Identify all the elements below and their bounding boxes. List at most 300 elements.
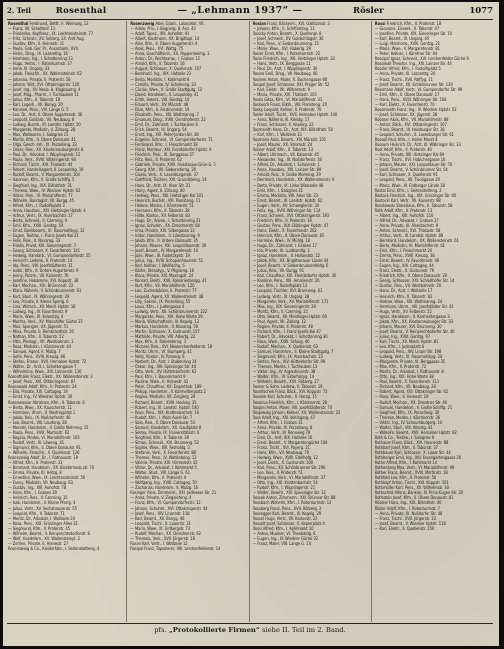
entry-text: — Anna, Private, IX. Nußdorfer Str. 48 <box>374 510 443 516</box>
entry-text: — Margarete, Private, IX. Berggasse 35 <box>374 359 446 365</box>
entry-text: — Berta, Private, VI. Linke Wienzeile 48 <box>252 182 324 188</box>
entry-text: Rossmanith Franz, Ing., IV. Wiedner Hptstr. 52 <box>374 106 457 112</box>
entry-text: — Irene, III. Ungarg. 33 <box>8 66 50 72</box>
entry-text: — Franz, Schneid., XVI. Ottakringerstr. 193 <box>252 212 330 218</box>
entry-text: — Lea, Private, II. Kleine Sperlg. 6 <box>8 298 69 304</box>
entry-text: — Richard, Kfm., I. Franz-Josefs-Kai 47 <box>252 328 321 334</box>
entry-text: — Robert, Agent, XVI. Ottakringer Str. 62 <box>374 389 449 395</box>
entry-text: — Hans, Elektr., X. Favoritenstr. 202 <box>252 227 317 233</box>
entry-text: — Rudolf, Kfm., I. Marc-Aurel-Str. 7 <box>130 414 193 420</box>
entry-text: — Paula, Geb. Ger. Pr., Ausschank, XVII. <box>8 46 79 52</box>
entry-text: — Gustav, Pens., XIX. Döblinger Hptstr. 47 <box>252 222 329 228</box>
entry-text: — Therese, Modes, I. Kärntnerstr. 36 <box>374 414 441 420</box>
entry-text: — Wilhelm, Beamt., V. Reinprechtsdorferstr. 8 <box>8 530 90 536</box>
entry-text: — Maria, Private, XVI. Thaliastr. 103 <box>252 91 317 97</box>
entry-text: Rösler Adolf, Kfm., I. Rotenturmstr. 7 <box>374 505 440 511</box>
entry-text: — Ludwig, Vertr., III. Ungarg. 28 <box>252 293 310 299</box>
entry-text: — Hans, Dr., Arzt, IX. Alser Str. 21 <box>130 182 191 188</box>
entry-text: — Julius, Ing., XVIII. Schopenhauerstr. 51 <box>130 258 204 264</box>
entry-text: — Josefine, Private, XIX. Sieveringer Str. 10 <box>374 31 452 37</box>
entry-text: — Leopold, Goldarb., VII. Neubaug. 8 <box>8 116 75 122</box>
entry-text: — Siegfried, Ing., XIX. Billrothstr. 31 <box>8 182 72 188</box>
entry-text: — Leo, Dr., Arzt, II. Obere Augartenstr. 36 <box>8 111 83 117</box>
directory-title: — „Lehmann 1937“ — <box>177 5 303 16</box>
entry-text: Rossum Heinrich, Dr., Arzt, IX. Währinger Str. 33 <box>374 142 461 148</box>
entry-text: — Rosa, Wwe., XVIII. Schulg. 40 <box>252 338 310 344</box>
entry-text: — Julius, Ing., XVIII. Gentzg. 97 <box>374 333 431 339</box>
entry-text: — Walter, Stud., VIII. Lange G. 61 <box>130 470 190 476</box>
entry-surname: Rossi <box>374 21 386 26</box>
entry-text: — Zerline, Private, II. Heinestr. 27 <box>8 540 69 546</box>
entry-text: — Arthur, Vertr., III. Rennweg 78 <box>252 429 311 435</box>
entry-text: — Peter, Chauffeur, XX. Engerthstr. 189 <box>130 384 202 390</box>
entry-text: — Gisela, Verk., X. Laxenburgerstr. 37 <box>130 172 199 178</box>
entry-text: — Franz, Elektr., X. Gudrunstr. 76 <box>374 268 435 274</box>
entry-text: — Wilhelm, Bandagist, VII. Burgg. 45 <box>8 197 75 203</box>
entry-text: — Friedrich, Prok., IX. Berggasse 27 <box>130 152 195 158</box>
entry-text: — Johanna, Private, II. Praterstr. 58 <box>8 76 71 82</box>
entry-text: — Emil, Kfm., I. Salzgries 21 <box>252 187 303 193</box>
entry-text: — Maria, Wwe., III. Erdberger Lände 18 <box>374 182 445 188</box>
entry-text: — Franz, Tischl., XVII. Palffyg. 11 <box>374 76 433 82</box>
entry-text: — Heinrich, Lederw., II. Praterstr. 14 <box>8 258 73 264</box>
entry-text: — Wilhelm, Kfm., II. Praterstr. 9 <box>130 475 187 481</box>
entry-text: Roska Géza, Kfm., VI. Mariahilferstr. 31 <box>252 96 323 102</box>
entry-text: — Marie, Wwe., XVI. Haberlg. 29 <box>252 46 311 52</box>
entry-text: Rothfeld Leo, Kfm., II. Praterstr. 56 <box>374 475 437 481</box>
entry-text: — Rudolf, Mechan., XX. Dresdner Str. 46 <box>374 399 447 405</box>
entry-text: — Elias, Kfm., II. Ferdinandstr. 19 <box>130 106 190 112</box>
entry-text: — Heinr., Drog., IX. Lazarethg. 16 <box>8 51 68 57</box>
entry-text: Roszkowski Stanislaus, Kfm., II. Taborstr. 58 <box>374 202 453 208</box>
entry-text: — Leopold, Schuhm., X. Laxenburger Str. 61 <box>374 132 454 138</box>
entry-text: — Hermann, Uhrm., VIII. Josefstädter Str. 41 <box>374 303 454 309</box>
entry-text: Rothstein Josef, Kfm., II. Obere Donaustr. 81 <box>374 495 454 501</box>
entry-text: — Josef, Beamt., V. Reinprechtsdorfer Str. 40 <box>374 328 455 334</box>
entry-text: — Johann, Maurer, XXI. Leopoldauerstr. 30 <box>130 243 207 249</box>
entry-text: — Eugen, Ing., XIX. Cottageg. 44 <box>374 263 434 269</box>
entry-text: — Sofie, Pens., XVIII. Kreuzg. 66 <box>8 354 66 360</box>
entry-text: Friedrich, Kfm., II. Praterstr. 18 <box>385 21 442 26</box>
entry-text: — Ida, Pens., VIII. Josefstädterstr. 31 <box>8 263 73 269</box>
entry-text: — Josef, Maurer, XX. Stromstr. 24 <box>252 142 313 148</box>
entry-text: — Karl, Chauffeur, XXI. Floridsdorfer Hptstr. 36 <box>252 273 337 279</box>
entry-text: — Leopold, Kfm., II. Taborstr. 71 <box>8 510 65 516</box>
entry-text: — Siegmund, Kfm., II. Praterstr. 45 <box>8 525 70 531</box>
entry-text: — Otto, Ing., XIX. Krottenbachstr. 54 <box>252 480 318 486</box>
entry-text: — Paula, Verk., XVIII. Währingerstr. 90 <box>8 157 76 163</box>
entry-text: — Ignaz, Handelsm., II. Karmelitergasse 3 <box>374 313 450 319</box>
entry-text: — Hedwig, Handarb., VI. Gumpendorferstr. 55 <box>8 253 91 259</box>
entry-text: — Max, Spengler, XX. Jägerstr. 51 <box>8 323 69 329</box>
entry-text: — Ernst, Bankbeamt., III. Rasumofskyg. 12 <box>8 227 85 233</box>
entry-text: — Marie, Wwe., III. Kolonitzg. 4 <box>8 313 64 319</box>
entry-text: — Franz, Schlosser, X. Keplerg. 22 <box>252 121 314 127</box>
entry-text: — Siegmund, Kfm., IX. Alserbachstr. 23 <box>252 354 323 360</box>
entry-text: — Wilhelmine, Wwe., XIII. Lainzerstr. 130 <box>8 369 82 375</box>
directory-entry <box>130 546 246 551</box>
entry-text: — Konrad, Elektr., XVII. Kalvarienbergg. 41 <box>130 278 207 284</box>
entry-text: — Karl, Elektr., X. Favoritenstr. 70 <box>374 101 435 107</box>
footer-prefix: pfs. <box>154 626 169 634</box>
directory-entry <box>253 541 369 546</box>
entry-text: — Regine, Modistin, VII. Zieglerg. 29 <box>130 394 196 400</box>
entry-text: — Oskar, Reis., XX. Klosterneuburgerstr. 8 <box>8 147 84 153</box>
entry-text: — Franz, Tischl., XVI. Habichergasse 10 <box>374 157 446 163</box>
entry-text: — Leopold, Tischler, XVI. Brunneng. 61 <box>252 288 323 294</box>
entry-text: — Anton, Schneid., XVI. Thaliastr. 58 <box>374 227 441 233</box>
entry-text: — Margarete, Modistin, II. Zirkusg. 28 <box>8 126 76 132</box>
entry-text: — Friedrich, Kfm., II. Praterstr. 36 <box>252 217 312 223</box>
entry-text: — Regine, Private, II. Praterstr. 48 <box>252 323 313 329</box>
entry-text: — Franz, Maler, VIII. Lange G. 14 <box>252 540 311 546</box>
entry-text: — Bernhard, Handelsm., XX. Wallensteinstr. 61 <box>374 238 459 244</box>
entry-text: — Hermann, Kfm., II. Taborstr. 28 <box>130 207 190 213</box>
entry-text: — Olga, Gesch.-Inh., IX. Porzellang. 22 <box>8 142 77 148</box>
entry-text: — Emil, Kfm., II. Obere Donaustr. 17 <box>374 91 440 97</box>
entry-text: — Käthe, Stenotyp., V. Pilgramg. 16 <box>130 268 195 274</box>
entry-text: — Emil, Kfm., XVIII. Gentzg. 54 <box>8 222 64 228</box>
entry-text: — Martin, Schlosser, X. Gudrunstr. 157 <box>130 328 200 334</box>
entry-text: — Hedwig, Pens., XIII. Hietzinger Kai 101 <box>130 192 204 198</box>
entry-text: — Paul, Beamt., X. Favoritenstr. 111 <box>374 379 440 385</box>
entry-text: — Moritz, Uhrm., VI. Stumperg. 41 <box>130 349 192 355</box>
entry-text: — Paul, Dr., Arzt, I. Wipplingerstr. 30 <box>252 66 318 72</box>
entry-text: Rossak Anton, Zimmerm., XXI. Brünner Str. 88 <box>252 495 336 501</box>
entry-text: Rosenwald Adolf, Kfm., II. Praterstr. 24 <box>8 384 77 390</box>
entry-text: — Wilhelm, Fleischh., X. Quellenstr. 126 <box>8 449 80 455</box>
entry-text: — Arnold, Kfm., II. Taborstr. 16 <box>130 61 185 67</box>
entry-text: — Wolf, Handelsm., XX. Wallensteinpl. 2 <box>8 535 80 541</box>
entry-text: Rothbauer Karl, Schlosser, X. Laaer Str. 44 <box>374 449 451 455</box>
entry-text: — Jakob, Kfm., II. Untere Donaustr. 35 <box>130 238 198 244</box>
entry-text: — Anton, Bäck., XVI. Ottakringerstr. 107 <box>374 121 447 127</box>
entry-text: — Richard, Kfm., VII. Neubaug. 28 <box>374 384 436 390</box>
entry-text: — Eugenie, Schneid., VI. Gumpendorferstr. 71 <box>130 137 213 143</box>
entry-text: — Philipp, Handelsm., II. Karmeliterplatz 2 <box>130 389 206 395</box>
entry-text: Rosmann Alois, Beamt., XIV. Märzstr. 101 <box>252 137 327 143</box>
entry-text: — Margarete, Verk., XV. Mariahilferstr. 171 <box>252 298 329 304</box>
entry-text: — Albert, Ing., XIII. Auhofstr. 110 <box>374 212 434 218</box>
column-4 <box>374 21 493 622</box>
entry-text: — Emma, Modistin, VIII. Alser Str. 23 <box>252 192 318 198</box>
entry-text: — Lilly, Sekret., IX. Porzellang. 55 <box>130 298 191 304</box>
entry-text: — Jenny, Putzm., VII. Kaiserstr. 76 <box>8 273 69 279</box>
entry-text: — Pauline, Wwe., II. Heinestr. 41 <box>130 379 189 385</box>
entry-text: — Franz, Monteur, XXI. Floridsdorfer Hptstr. 9 <box>130 147 212 153</box>
entry-text: — Hugo, Vertr., XV. Felberstr. 22 <box>374 308 432 314</box>
entry-text: — Anna, Private, XIII. Hietzinger Kai 69 <box>374 152 445 158</box>
entry-text: — Therese, Wwe., IV. Wiedner Hptstr. 62 <box>8 187 81 193</box>
entry-text: Ross Adolf, Ing., XIII. Veitingerg. 47 <box>252 414 316 420</box>
entry-text: — Karl, Schlosser, X. Quellenstr. 91 <box>374 172 438 178</box>
entry-text: — Richard, Tischl., XVI. Thaliastr. 44 <box>8 162 73 168</box>
entry-text: — Hilde, Kontor., XV. Felberstr. 83 <box>130 212 190 218</box>
entry-text: — Helene, Wwe., XIII. Wattmanng. 24 <box>374 298 443 304</box>
entry-text: — Franz, Tischl., XVII. Jörgerstr. 33 <box>374 515 436 521</box>
entry-text: — Julius, Vertr., XV. Sechshauserstr. 55 <box>8 505 77 511</box>
entry-text: Rosenthaler Franz, Elektr., XX. Wallensteinstr. 3 <box>8 374 93 380</box>
entry-text: Roth & Co., Textilw., I. Salzgries 9 <box>374 434 434 440</box>
entry-text: — Friedrich, Kfm., II. Obere Donaustr. 29 <box>374 273 447 279</box>
entry-text: — Josef, Ing., XV. Neub. 8. Klagbaumg. 4 <box>8 86 81 92</box>
entry-text: Rossel Hugo, Vertr., VII. Kaiserstr. 23 <box>252 515 318 521</box>
entry-text: Rosin Friedrich, Ing., XIII. Hietzinger Hptstr. 33 <box>252 56 335 62</box>
entry-text: — Georg, Schlosser, XXI. Schloßhofer Str. 14 <box>374 278 455 284</box>
entry-text: — Robert, Dr., Advokat, I. Schottenring 30 <box>252 333 328 339</box>
entry-text: — Kurt, Stud., IX. Währingerstr. 29 <box>8 293 70 299</box>
entry-text: — Alfred, Dr., Advokat, I. Graben 27 <box>374 217 439 223</box>
column-2 <box>129 21 249 622</box>
entry-text: — Eugen, Ing., IV. Wiedner Gürtel 32 <box>252 535 318 541</box>
entry-text: — Otto, Vertr., XV. Hütteldorferstr. 62 <box>130 369 197 375</box>
entry-text: Rothmüller Karl, Pens., XII. Wilhelmstr. 30 <box>374 485 449 491</box>
entry-text: Rosky Leopold, Kellner, II. Praterstr. 70 <box>252 106 322 112</box>
entry-text: — Walter, Beamt., XIII. Speisinger Str. 12 <box>252 490 326 496</box>
entry-text: — Anton, Dr., Rechtsanw., I. Graben 12 <box>130 56 200 62</box>
entry-text: — Frieda, Privat, XIX. Sieveringerstr. 7 <box>8 243 77 249</box>
entry-text: — Mendel, Handelsm., II. Große Mohreng. 15 <box>8 424 89 430</box>
entry-text: — Emma, Pens., XVIII. Kreuzg. 38 <box>374 253 435 259</box>
entry-text: Rossiwall Theodor, Ing., XIII. Lainzer Str. 44 <box>374 61 452 67</box>
column-3 <box>252 21 372 622</box>
entry-text: — Julius, Kfm., II. Taborstr. 18 <box>8 96 61 102</box>
entry-text: — Leopold, Agent, XX. Wallensteinstr. 48 <box>130 293 204 299</box>
entry-text: — Paul, Agent, VII. Zollerg. 12 <box>252 318 306 324</box>
entry-text: Rossmann Adolf, Vertr., VI. Gumpendorfer Str. 99 <box>374 86 463 92</box>
entry-text: — Louis, Kfm., I. Judengasse 4 <box>130 303 185 309</box>
entry-text: — Walter, Stud., VIII. Albertg. 41 <box>374 424 433 430</box>
entry-text: — Emil, Dr., Arzt, XIX. Hofzeile 16 <box>252 434 313 440</box>
entry-text: — Maria, Wirtschafterin, III. Kegelg. 13 <box>130 318 199 324</box>
entry-text: — Martha, Verk., XV. Mariahilfer Gürtel 37 <box>8 318 83 324</box>
entry-text: — Edith, Sekret., VIII. Skodag. 10 <box>130 96 190 102</box>
entry-text: — Eugen, Textilw., I. Franz-Josefs-Kai 21 <box>8 232 79 238</box>
footer-bold: „Protokollierte Firmen“ <box>168 626 260 634</box>
entry-text: — Anna, Private, IX. Alserbachstr. 9 <box>374 222 439 228</box>
entry-text: — Otto, Photogr., VII. Westbahnstr. 3 <box>8 338 74 344</box>
entry-text: — Karl, Tischl., XII. Meidl. Hptstr. 81 <box>374 338 439 344</box>
entry-text: Rosinek Anton, Maler, X. Buchengasse 80 <box>252 76 328 82</box>
entry-text: — Hermann, Ing., I. Schottenring 13 <box>8 56 73 62</box>
entry-text: — Ernst, Beamt., III. Landstr. Hptstr. 62 <box>252 197 323 203</box>
entry-text: — Heinrich, Kfm., II. Taborstr. 82 <box>374 293 433 299</box>
entry-text: — Samuel, Agent, II. Malzg. 7 <box>8 349 61 355</box>
entry-text: — Josef, Schlosser, XX. Jägerstr. 28 <box>374 111 438 117</box>
entry-text: — Karl, Kellner, I. Wallfischg. 6 <box>130 263 185 269</box>
entry-text: — Max, Kfm., II. Praterstr. 72 <box>374 364 427 370</box>
entry-text: — Sophie, Wwe., XIII. Fasholdg. 3 <box>130 444 190 450</box>
entry-text: — Johann, Maurer, XVI. Brunneng. 30 <box>374 323 442 329</box>
entry-text: — Franz, Kfm., VI. Gumpendorferstr. 12 <box>130 500 201 506</box>
entry-text: Roth Adolf, Kfm., II. Praterstr. 13 <box>374 207 433 213</box>
entry-text: — Hedwig, Wwe., XVIII. Edelhofg. 12 <box>252 455 318 461</box>
entry-text: — Emanuel, Drog., XVIII. Gersthoferstr. 22 <box>130 116 206 122</box>
entry-text: — Hermann, Uhrm., II. Nestroyplatz 1 <box>8 409 76 415</box>
entry-text: — Robert, Handelsagent, II. Leopoldsg. 19 <box>8 167 84 173</box>
entry-text: — Johann, Maurer, XXI. Leopoldauer Str. 70 <box>374 162 453 168</box>
entry-text: Rossner Alois, Kfm., VII. Mariahilferstr. 88 <box>374 116 449 122</box>
entry-text: Rosina Emil, Drog., VII. Neubaug. 40 <box>252 71 318 77</box>
entry-text: Rosmanith Hans, Dr., Arzt, XIX. Billrothstr. 58 <box>252 126 333 132</box>
entry-text: — Rudolf, Vertr., III. Löweng. 41 <box>8 439 65 445</box>
entry-text: Rosner Adolf, Kfm., II. Taborstr. 13 <box>252 147 313 153</box>
entry-text: Rosier Ernst, Kfm., I. Rotenturmstr. 22 <box>252 51 321 57</box>
entry-text: — Josef, Elektr., X. Gudrunstr. 100 <box>252 460 314 466</box>
page-number: 1077 <box>469 6 493 16</box>
entry-text: — Rudolf, Mechan., XX. Dresdnerstr. 92 <box>130 530 201 536</box>
entry-text: — Wilhelm, Beamt., XVII. Hernalser Hptstr. 92 <box>374 429 457 435</box>
entry-text: — Karl, Pens., V. Siebenbrunneng. 15 <box>252 41 319 47</box>
entry-text: — Josefine, Hebamme, XVI. Koppstr. 38 <box>8 278 79 284</box>
entry-text: — Theresia, Verk., XVII. Jörgerstr. 18 <box>130 535 195 541</box>
entry-text: Rosnitschek Franz, Bäck., XVI. Koppstr. 72 <box>252 389 328 395</box>
entry-text: — Johann, Wirt, XVI. Ottakringerstr. 120 <box>8 81 80 87</box>
entry-text: — Heinrich, Kfm., II. Obere Donaustr. 65 <box>252 232 325 238</box>
entry-text: — Wilhelm, Beamt., XVII. Rötzerg. 27 <box>252 379 319 385</box>
entry-text: — Josef, Pens., XVI. Ottakringerstr. 87 <box>8 379 76 385</box>
entry-text: Rothauer Franz, Bäck., XVI. Hasnerstr. 88 <box>374 439 449 445</box>
entry-text: — Ernst, Beamt., V. Margaretengürtel 104 <box>252 439 328 445</box>
entry-text: — Hans, Pens., XVIII. Währinger Str. 168 <box>374 96 447 102</box>
entry-text: — Ida, Private, IX. Lustkandlg. 3 <box>252 248 310 254</box>
entry-text: Roskosch Franz, Bildh., VIII. Piaristeng. 20 <box>252 101 327 107</box>
entry-text: — Kurt, Kfm., VII. Mariahilferstr. 120 <box>130 283 195 289</box>
entry-text: — Irma, Private, XIX. Silbergasse 12 <box>130 227 195 233</box>
entry-text: — Klara, Private, XIII. Maxingstr. 24 <box>130 273 194 279</box>
entry-text: — Anna, Näherin, III. Kleistg. 17 <box>252 116 310 122</box>
header-right <box>353 6 493 16</box>
entry-text: Rossegger Karl, Beamt., III. Kegelg. 29 <box>252 510 322 516</box>
entry-text: — Heinrich, Buchdr., VIII. Piaristeng. 11 <box>130 197 201 203</box>
header-left <box>7 5 127 16</box>
first-surname: Rosenthal <box>55 6 107 16</box>
entry-text: — Heinrich, Reis., II. Czerning. 15 <box>8 495 68 501</box>
entry-surname: Rosenzweig <box>130 21 155 26</box>
entry-text: — Stefan, Pens., XIV. Hütteldorfer Str. 99 <box>252 359 326 365</box>
entry-text: — Isidor, Kfm., II. Untere Augartenstr. 9 <box>8 268 79 274</box>
entry-text: — Hugo, Vertrs., I. Rotenturmstr. 17 <box>8 61 72 67</box>
entry-text: — Nelly, Kontor., IV. Rainerg. 6 <box>130 354 185 360</box>
entry-text: Rossipal Ignaz, Schneid., XVI. Lerchenfelder Gürtel 9 <box>374 56 469 62</box>
entry-text: — Jakob, Reis., IX. Nußdorferstr. 40 <box>8 414 71 420</box>
section-label: 2. Teil <box>7 6 31 15</box>
entry-text: — Josef, Mag., Pharm., I. Tuchlauben 11 <box>8 91 79 97</box>
entry-text: Rossberg Franz, Pens., XVII. Rötzerg. 3 <box>252 505 322 511</box>
entry-text: — Ignaz, Schuhm., XX. Dresdnerstr. 64 <box>130 222 200 228</box>
entry-text: Rosini Karl, Vertr., I. Wollzeile 12 <box>130 540 188 546</box>
entry-text: — Anna, Hausbes., XIII. Hietzinger Hptstr. 4 <box>8 207 86 213</box>
entry-text: — Julius, Reis., VII. Burgg. 91 <box>252 268 304 274</box>
entry-text: Rospini Anton, Maler, VIII. Josefstädterstr. 70 <box>252 404 333 410</box>
entry-text: — Adolf, Tapez., XIII. Auhofstr. 91 <box>130 31 190 37</box>
entry-text: — Franz, VII. Schottenf. 11 <box>8 26 56 32</box>
entry-text: — Alfred, Kfm., I. Graben 31 <box>252 419 303 425</box>
entry-text: — Josef, Schneid., XV. Goldschlagstr. 36 <box>252 36 324 42</box>
entry-text: — Zacharias, Handelsm., II. Malzg. 16 <box>130 485 198 491</box>
entry-text: — Nathan, Kfm., II. Taborstr. 52 <box>8 333 64 339</box>
entry-text: — Rudolf, Kfm., I. Wipplingerstr. 21 <box>252 485 316 491</box>
entry-text: — Karl, Pens., XII. Schönbrunner Str. 290 <box>252 465 326 471</box>
entry-text: — Anna, Private, V. Ziegelofeng. 4 <box>130 495 192 501</box>
entry-text: — Arthur, Vertr., IX. Alserbachstr. 17 <box>8 212 73 218</box>
entry-text: — Otto, Ing., XIX. Hohe Warte 38 <box>374 374 434 380</box>
entry-text: — Karl, Beamt., III. Ungarg. 45 <box>374 36 430 42</box>
entry-text: — Walter, Dr., Arzt, I. Schottengasse 7 <box>8 364 77 370</box>
entry-text: — Josef, Beamt., V. Siebenbrunnenfeldg. 6 <box>252 263 329 269</box>
entry-text: — Samuel, Handelsm., II. Kleine Stadtgutg. 7 <box>252 349 334 355</box>
entry-text: — Rosa, Modistin, I. Kärntnerstr. 44 <box>8 344 71 349</box>
entry-text: — Helene, Modes, I. Kärntnerstr. 51 <box>130 202 194 208</box>
header-rule <box>7 19 493 20</box>
entry-text: Rosselt Josef, Schlosser, X. Keplerplatz 4 <box>252 520 325 526</box>
entry-text: — Emil, Kfm., I. Fleischmarkt 24 <box>374 248 433 254</box>
entry-text: Franz, Bäckerm., XVI. Gallitzinstr. 3 <box>266 21 330 26</box>
entry-text: — Felix, Reis., II. Novarag. 33 <box>8 238 61 244</box>
entry-text: Rosorius Friedrich, Kfm., I. Kärntnerstr. 28 <box>252 399 327 405</box>
entry-text: — Ferdinand, Kfm., I. Fleischmarkt 18 <box>130 142 198 148</box>
entry-text: — Johann, Schuhm., XVI. Ottakringerstr. 44 <box>130 505 208 511</box>
entry-text: — Arnold, Reis., II. Große Mohreng. 29 <box>252 172 321 178</box>
entry-text: — Franz, Beamt., III. Hainburger Str. 36 <box>374 126 445 132</box>
entry-text: — Josef, Beamt., XII. Schönbrunner Str. 139 <box>374 81 453 87</box>
entry-text: — Emil, Dr., Zahnarzt, I. Tuchlauben 6 <box>130 121 198 127</box>
entry-text: — Arthur, Vertr., III. Landstr. Hptstr. 88 <box>374 232 444 238</box>
entry-text: — Hermine, Wwe., IV. Mühlg. 18 <box>252 238 310 244</box>
entry-text: — Karl, Kfm., I. Wollzeile 33 <box>252 132 302 138</box>
entry-text: — Stefanie, Verk., X. Favoritenstr. 88 <box>130 449 196 455</box>
entry-text: Rosenwasser Abraham, Kfm., II. Taborstr. 6 <box>8 399 85 405</box>
entry-text: — Bernhard, Ing., XIX. Hofzeile 23 <box>130 71 192 77</box>
entry-text: — Gottfried, Tischler, XVI. Grundsteing. 14 <box>130 177 207 183</box>
entry-text: Rothenberg Max, Vertr., VI. Mariahilferstr. 99 <box>374 465 455 471</box>
entry-text: — August, Schlosser, X. Quellenstr. 107 <box>130 66 202 72</box>
entry-text: — Rosa, Wwe., II. Heinestr. 19 <box>374 394 429 400</box>
entry-text: — Julie, Wwe., III. Radetzkystr. 19 <box>130 253 190 259</box>
directory-entry <box>375 526 491 531</box>
entry-text: — Viktor, Dr., Advokat, I. Kohlmarkt 5 <box>130 465 197 471</box>
entry-text: — Therese, Modes, I. Tuchlauben 13 <box>252 364 318 370</box>
entry-text: — Samuel, Handelsm., XX. Gaußplatz 8 <box>130 424 202 430</box>
entry-text: Röseler Hans, Ing., XIX. Billrothstr. 40 <box>374 500 442 506</box>
entry-text: — Leo, Beamt., VIII. Laudong. 28 <box>8 419 67 425</box>
entry-text: — Peter, Kellner, I. Kärntner Str. 44 <box>374 51 438 57</box>
entry-text: — Siegfried, Kfm., II. Taborstr. 39 <box>130 434 189 440</box>
entry-text: — Max, Ing., XIX. Sieveringerstr. 29 <box>252 303 316 309</box>
entry-surname: Rosenthal <box>8 21 29 26</box>
entry-text: — Giovanni, Eisverk., II. Taborstr. 47 <box>374 26 440 32</box>
page-footer <box>7 626 493 638</box>
entry-text: — Albert, Uhrmach., VII. Kaiserstr. 45 <box>252 152 319 158</box>
footer-rule <box>7 623 493 624</box>
entry-text: — Fanny, Modistin, VII. Neubaug. 63 <box>8 480 73 486</box>
entry-text: — Margarete, Verk., VI. Mariahilferstr. 37 <box>252 475 326 481</box>
entry-text: — Otto, Beamt., XII. Meidlinger Hptstr. 66 <box>252 313 327 319</box>
entry-text: — Jakob, Kfm., XX. Brigittenauer Lände 44 <box>252 258 329 264</box>
entry-text: — Josef, Beamt., V. Schönbrunner Str. 54 <box>374 167 448 173</box>
entry-text: — Leo, Kfm., I. Rudolfsplatz 12 <box>252 283 308 289</box>
entry-text: — Valerie, Private, XIX. Himmelstr. 42 <box>130 460 198 466</box>
entry-text: — Harry, Agent, II. Zirkusg. 40 <box>130 187 185 193</box>
entry-text: Rothberger Emil, Ing., XIII. Fasangartengasse 26 <box>374 455 461 461</box>
entry-text: — Isak, Handelsm., II. Kleine Pfarrg. 4 <box>8 500 76 506</box>
entry-text: — Margarete, Pens., XIX. Hohe Warte 29 <box>130 313 203 319</box>
entry-surname: Rosian <box>252 21 267 26</box>
entry-text: — Jakob, Fleischh., XX. Wallensteinstr. 62 <box>8 71 82 77</box>
entry-text: Rosenzweig & Co., Kleiderfabr., I. Seitenstetteng. 4 <box>8 545 100 551</box>
entry-text: — Ernestine, Wwe., IX. Liechtensteinstr. 50 <box>8 475 86 481</box>
entry-text: — Markus, Handelsm., II. Novarag. 50 <box>130 323 198 329</box>
